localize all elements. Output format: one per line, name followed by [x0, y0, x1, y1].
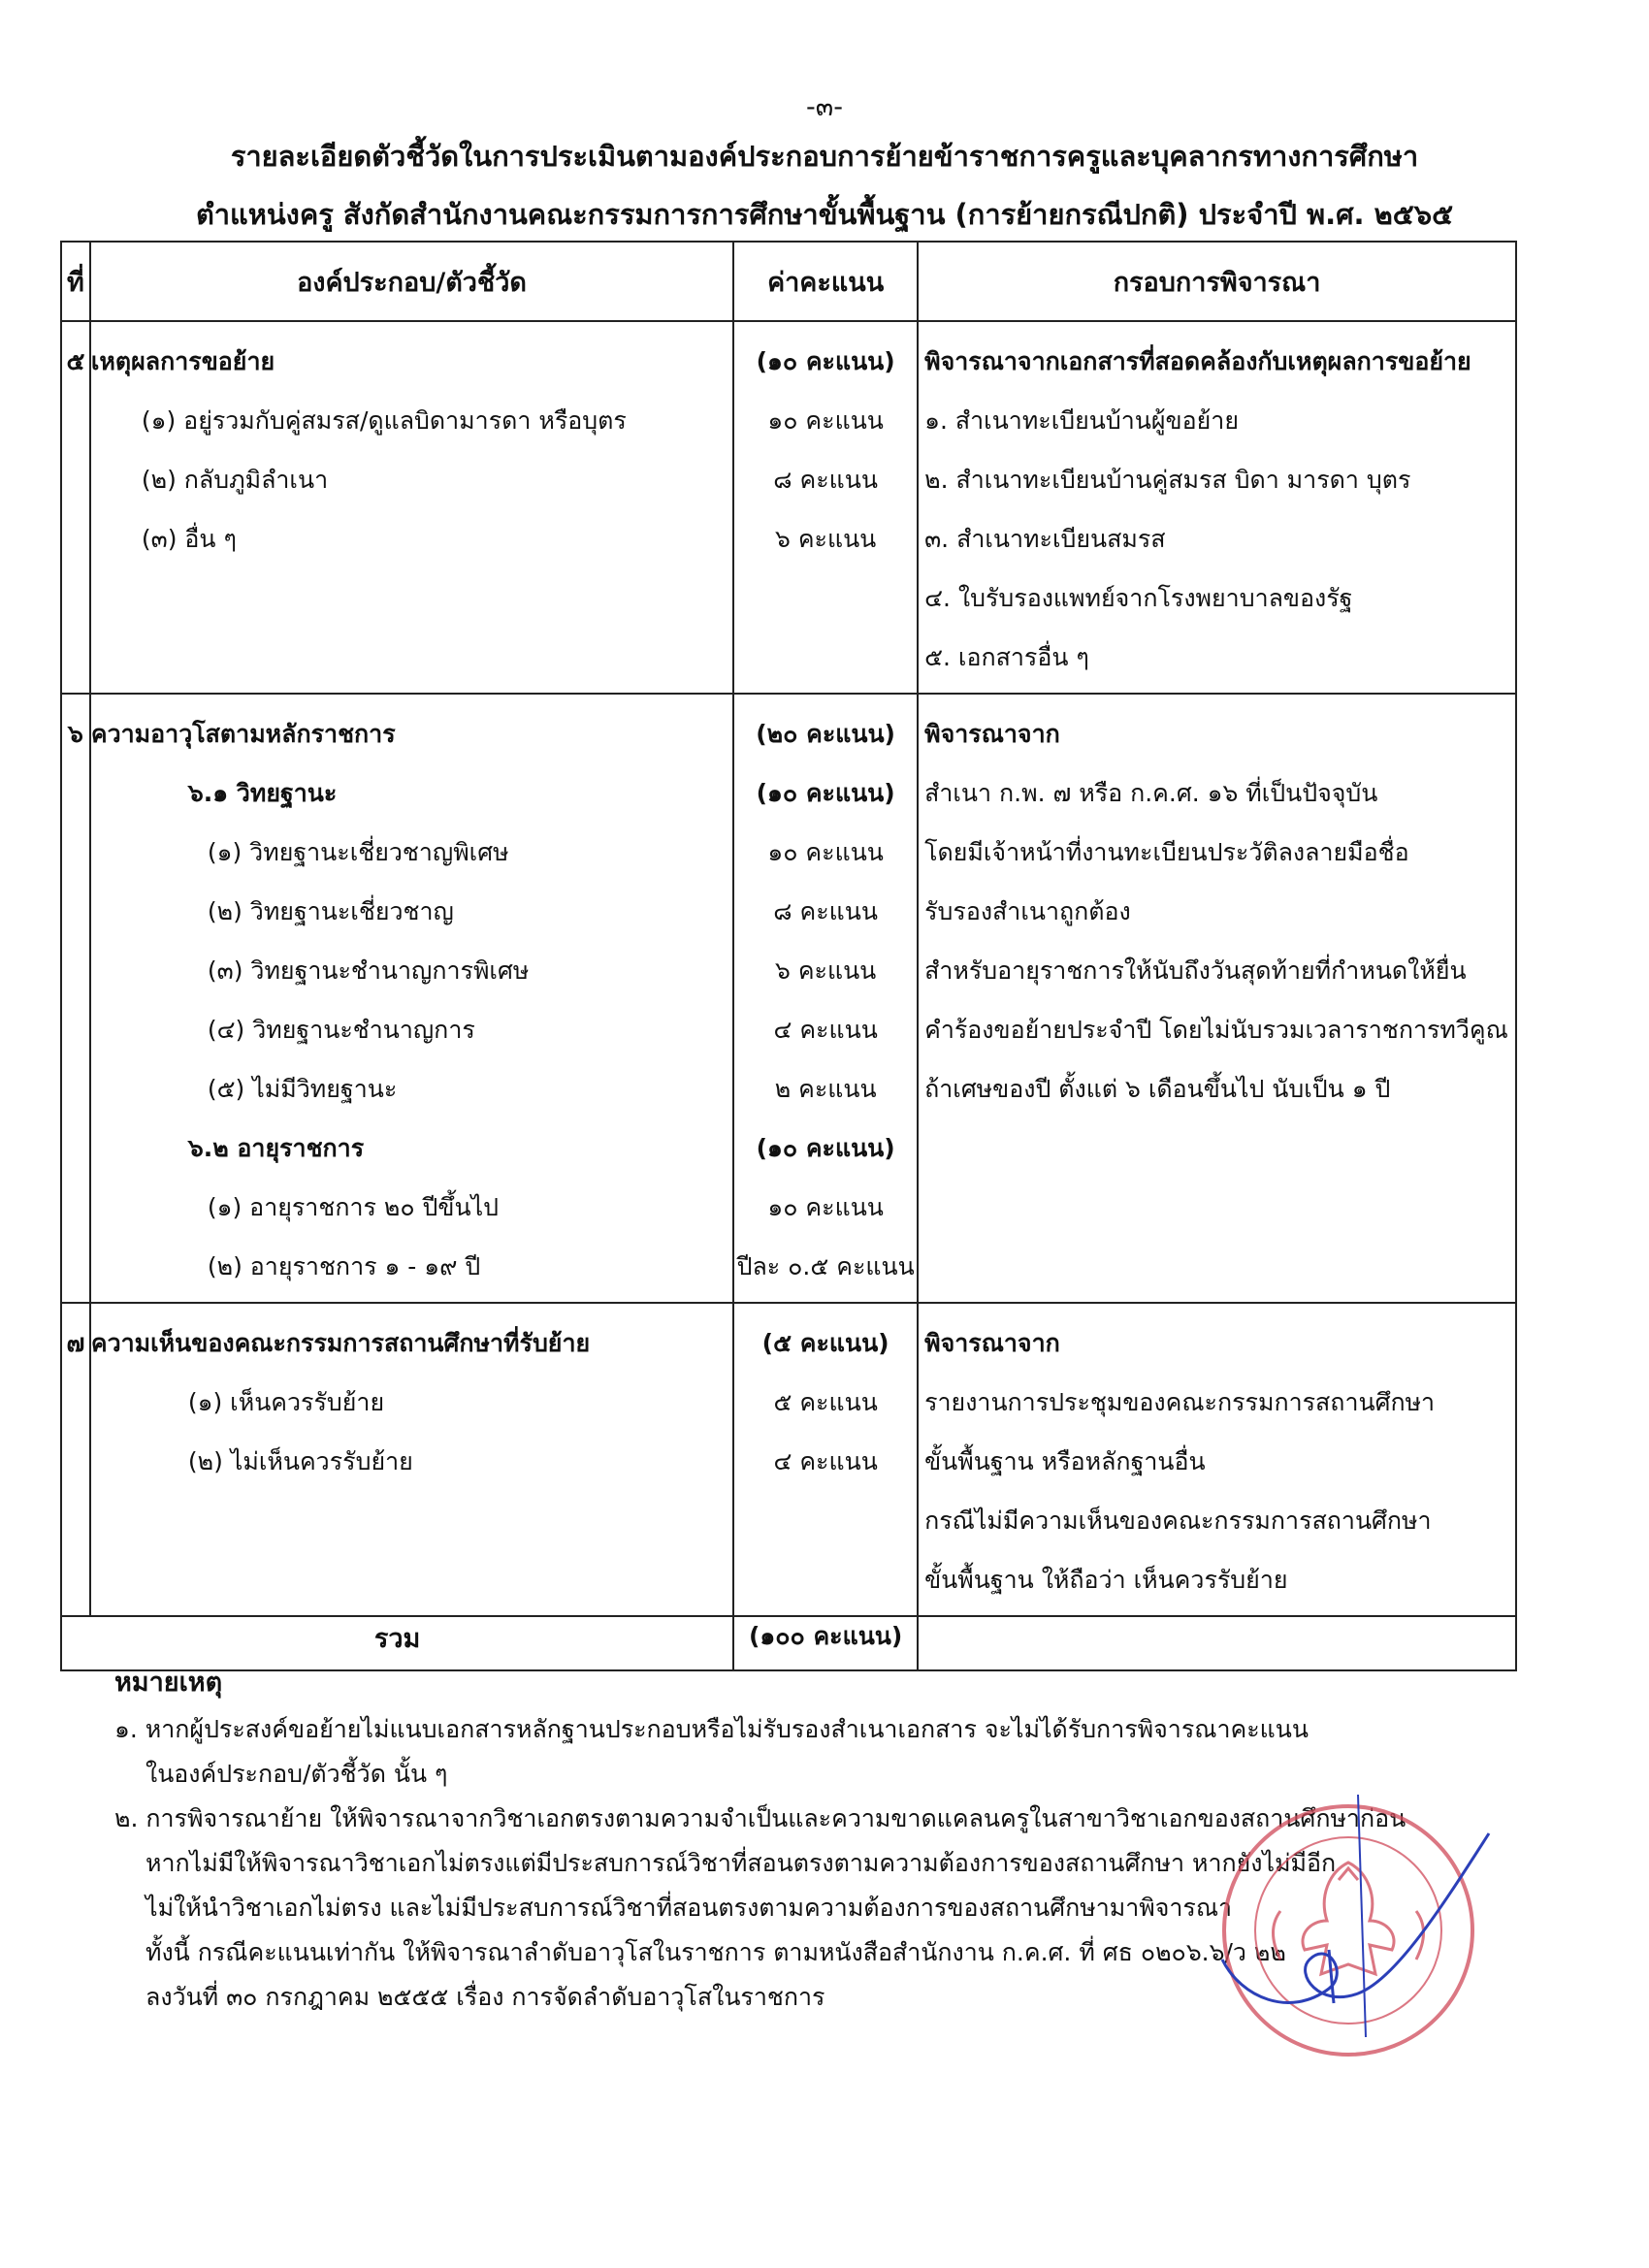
- criteria-title: พิจารณาจากเอกสารที่สอดคล้องกับเหตุผลการขอย้าย: [924, 347, 1471, 375]
- item-score: ปีละ ๐.๕ คะแนน: [736, 1252, 915, 1280]
- note-line: ไม่ให้นำวิชาเอกไม่ตรง และไม่มีประสบการณ์วิชาที่สอนตรงตามความต้องการของสถานศึกษามาพิจารณา: [146, 1894, 1233, 1922]
- indicator-item: (๑) อายุราชการ ๒๐ ปีขึ้นไป: [207, 1193, 500, 1221]
- header-component: องค์ประกอบ/ตัวชี้วัด: [90, 242, 733, 321]
- criteria-line: ขั้นพื้นฐาน ให้ถือว่า เห็นควรรับย้าย: [924, 1566, 1288, 1594]
- page-number: -๓-: [806, 92, 843, 122]
- section-score: (๕ คะแนน): [761, 1329, 889, 1357]
- note-line: ลงวันที่ ๓๐ กรกฎาคม ๒๕๕๕ เรื่อง การจัดลำดับอาวุโสในราชการ: [146, 1983, 825, 2011]
- indicator-item: (๔) วิทยฐานะชำนาญการ: [207, 1016, 475, 1044]
- section-score: (๑๐ คะแนน): [756, 347, 895, 375]
- section-number: ๖: [67, 720, 83, 748]
- item-score: ๑๐ คะแนน: [767, 838, 884, 866]
- item-score: ๖ คะแนน: [775, 525, 877, 553]
- header-criteria: กรอบการพิจารณา: [918, 242, 1516, 321]
- indicator-item: (๒) ไม่เห็นควรรับย้าย: [187, 1447, 413, 1475]
- indicator-item: (๑) อยู่รวมกับคู่สมรส/ดูแลบิดามารดา หรือบุตร: [141, 406, 627, 435]
- criteria-line: รับรองสำเนาถูกต้อง: [924, 897, 1131, 925]
- official-seal-stamp: [1212, 1775, 1494, 2066]
- section-title: เหตุผลการขอย้าย: [90, 347, 275, 375]
- note-line: ๒. การพิจารณาย้าย ให้พิจารณาจากวิชาเอกตรงตามความจำเป็นและความขาดแคลนครูในสาขาวิชาเอกของสถานศึกษาก่อน: [114, 1804, 1406, 1832]
- subsection-title: ๖.๒ อายุราชการ: [187, 1134, 365, 1162]
- criteria-line: ๑. สำเนาทะเบียนบ้านผู้ขอย้าย: [924, 406, 1239, 435]
- item-score: ๘ คะแนน: [773, 897, 878, 925]
- indicator-item: (๒) กลับภูมิลำเนา: [141, 466, 329, 494]
- indicator-item: (๑) เห็นควรรับย้าย: [187, 1388, 385, 1416]
- notes-title: หมายเหตุ: [114, 1668, 223, 1698]
- section-title: ความอาวุโสตามหลักราชการ: [90, 720, 396, 748]
- total-label: รวม: [61, 1616, 733, 1670]
- indicator-item: (๕) ไม่มีวิทยฐานะ: [207, 1075, 398, 1103]
- table-header-row: [61, 242, 1516, 321]
- section-5-row: [61, 321, 1516, 694]
- criteria-line: คำร้องขอย้ายประจำปี โดยไม่นับรวมเวลาราชการทวีคูณ: [924, 1016, 1508, 1044]
- criteria-table: [60, 241, 1517, 1671]
- item-score: ๔ คะแนน: [773, 1447, 878, 1475]
- note-line: ในองค์ประกอบ/ตัวชี้วัด นั้น ๆ: [146, 1760, 448, 1788]
- criteria-line: สำหรับอายุราชการให้นับถึงวันสุดท้ายที่กำหนดให้ยื่น: [924, 956, 1467, 985]
- criteria-line: ๓. สำเนาทะเบียนสมรส: [924, 525, 1166, 553]
- note-line: หากไม่มีให้พิจารณาวิชาเอกไม่ตรงแต่มีประสบการณ์วิชาที่สอนตรงตามความต้องการของสถานศึกษา หากยังไม่มีอีก: [146, 1849, 1337, 1877]
- criteria-line: โดยมีเจ้าหน้าที่งานทะเบียนประวัติลงลายมือชื่อ: [924, 838, 1409, 866]
- document-title-line-1: รายละเอียดตัวชี้วัดในการประเมินตามองค์ประกอบการย้ายข้าราชการครูและบุคลากรทางการศึกษา: [230, 140, 1419, 173]
- note-line: ๑. หากผู้ประสงค์ขอย้ายไม่แนบเอกสารหลักฐานประกอบหรือไม่รับรองสำเนาเอกสาร จะไม่ได้รับการพิจารณาคะแนน: [114, 1715, 1309, 1743]
- section-score: (๒๐ คะแนน): [756, 720, 895, 748]
- item-score: ๔ คะแนน: [773, 1016, 878, 1044]
- criteria-line: ถ้าเศษของปี ตั้งแต่ ๖ เดือนขึ้นไป นับเป็น ๑ ปี: [924, 1075, 1391, 1103]
- criteria-line: กรณีไม่มีความเห็นของคณะกรรมการสถานศึกษา: [924, 1507, 1432, 1535]
- item-score: ๑๐ คะแนน: [767, 406, 884, 435]
- indicator-item: (๑) วิทยฐานะเชี่ยวชาญพิเศษ: [207, 838, 509, 866]
- subsection-score: (๑๐ คะแนน): [756, 1134, 895, 1162]
- item-score: ๖ คะแนน: [775, 956, 877, 985]
- subsection-score: (๑๐ คะแนน): [756, 779, 895, 807]
- criteria-line: ๕. เอกสารอื่น ๆ: [924, 643, 1089, 671]
- header-score: ค่าคะแนน: [733, 242, 918, 321]
- document-title-line-2: ตำแหน่งครู สังกัดสำนักงานคณะกรรมการการศึกษาขั้นพื้นฐาน (การย้ายกรณีปกติ) ประจำปี พ.ศ. ๒๕๖๕: [195, 198, 1454, 231]
- criteria-line: ขั้นพื้นฐาน หรือหลักฐานอื่น: [924, 1447, 1206, 1475]
- section-7-row: [61, 1303, 1516, 1616]
- criteria-line: รายงานการประชุมของคณะกรรมการสถานศึกษา: [924, 1388, 1436, 1416]
- criteria-line: ๒. สำเนาทะเบียนบ้านคู่สมรส บิดา มารดา บุตร: [924, 466, 1411, 494]
- indicator-item: (๒) อายุราชการ ๑ - ๑๙ ปี: [207, 1252, 481, 1280]
- indicator-item: (๓) อื่น ๆ: [141, 525, 237, 553]
- criteria-line: ๔. ใบรับรองแพทย์จากโรงพยาบาลของรัฐ: [924, 584, 1353, 612]
- indicator-item: (๓) วิทยฐานะชำนาญการพิเศษ: [207, 956, 530, 985]
- section-title: ความเห็นของคณะกรรมการสถานศึกษาที่รับย้าย: [90, 1329, 591, 1357]
- note-line: ทั้งนี้ กรณีคะแนนเท่ากัน ให้พิจารณาลำดับอาวุโสในราชการ ตามหนังสือสำนักงาน ก.ค.ศ. ที่ ศธ ๐๒๐๖.๖/ว ๒๒: [146, 1938, 1286, 1966]
- item-score: ๑๐ คะแนน: [767, 1193, 884, 1221]
- subsection-title: ๖.๑ วิทยฐานะ: [187, 779, 338, 807]
- criteria-line: สำเนา ก.พ. ๗ หรือ ก.ค.ศ. ๑๖ ที่เป็นปัจจุบัน: [924, 779, 1378, 807]
- header-no: ที่: [61, 242, 90, 321]
- section-number: ๗: [66, 1329, 85, 1357]
- criteria-title: พิจารณาจาก: [924, 720, 1060, 748]
- item-score: ๒ คะแนน: [774, 1075, 877, 1103]
- total-score: (๑๐๐ คะแนน): [733, 1616, 918, 1670]
- item-score: ๕ คะแนน: [773, 1388, 878, 1416]
- item-score: ๘ คะแนน: [773, 466, 878, 494]
- criteria-title: พิจารณาจาก: [924, 1329, 1060, 1357]
- section-number: ๕: [66, 347, 85, 375]
- section-6-row: [61, 694, 1516, 1303]
- indicator-item: (๒) วิทยฐานะเชี่ยวชาญ: [207, 897, 454, 925]
